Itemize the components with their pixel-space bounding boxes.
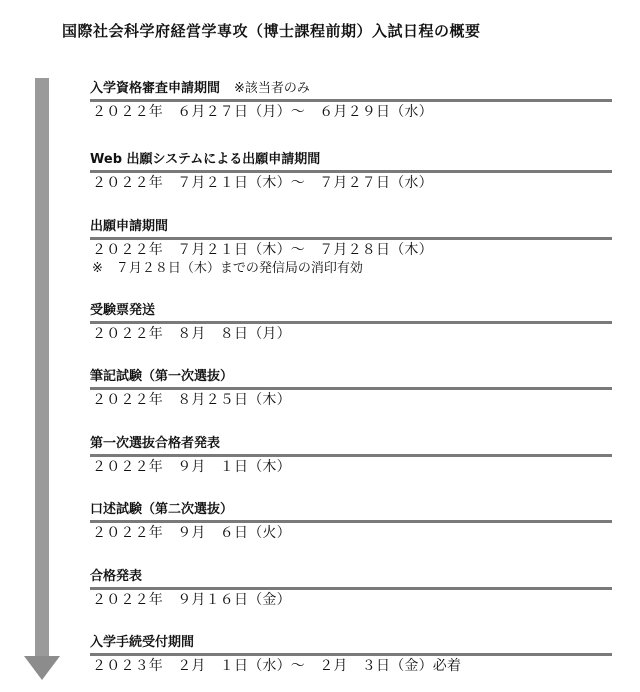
- step-label: 第一次選抜合格者発表: [90, 436, 221, 451]
- step-label: 受験票発送: [90, 303, 156, 318]
- step-label: 出願申請期間: [90, 219, 169, 234]
- schedule-step-application: [90, 218, 612, 278]
- page-title: 国際社会科学府経営学専攻（博士課程前期）入試日程の概要: [62, 22, 481, 40]
- step-label: 入学資格審査申請期間 ※該当者のみ: [90, 81, 310, 96]
- step-label: 口述試験（第二次選抜）: [90, 502, 234, 517]
- step-date: ２０２２年 ８月 ８日（月）: [92, 326, 291, 342]
- schedule-step-admission-ticket: [90, 302, 612, 344]
- step-label: 入学手続受付期間: [90, 635, 195, 650]
- step-date: ２０２２年 ８月２５日（木）: [92, 392, 291, 408]
- step-date: ２０２２年 ９月 ６日（火）: [92, 525, 291, 541]
- step-label: 筆記試験（第一次選抜）: [90, 369, 234, 384]
- step-label: Web 出願システムによる出願申請期間: [90, 152, 321, 167]
- schedule-step-final-results: [90, 568, 612, 610]
- step-label: 合格発表: [90, 569, 143, 584]
- schedule-step-web-application: [90, 151, 612, 193]
- step-date: ２０２２年 ７月２１日（木）～ ７月２８日（木）: [92, 242, 433, 258]
- step-date: ２０２２年 ９月 １日（木）: [92, 459, 291, 475]
- postmark-note: ※ ７月２８日（木）までの発信局の消印有効: [92, 261, 363, 276]
- schedule-step-first-results: [90, 435, 612, 477]
- step-date: ２０２２年 ６月２７日（月）～ ６月２９日（水）: [92, 104, 433, 120]
- step-date: ２０２２年 ９月１６日（金）: [92, 592, 291, 608]
- schedule-step-enrollment: [90, 634, 612, 676]
- step-date: ２０２２年 ７月２１日（木）～ ７月２７日（水）: [92, 175, 433, 191]
- timeline-arrow-shaft: [35, 78, 49, 660]
- arrow-down-icon: [24, 656, 60, 680]
- schedule-step-qualification: [90, 80, 612, 122]
- step-date: ２０２３年 ２月 １日（水）～ ２月 ３日（金）必着: [92, 658, 462, 674]
- schedule-step-written-exam: [90, 368, 612, 410]
- step-note: ※該当者のみ: [234, 81, 310, 96]
- schedule-step-oral-exam: [90, 501, 612, 543]
